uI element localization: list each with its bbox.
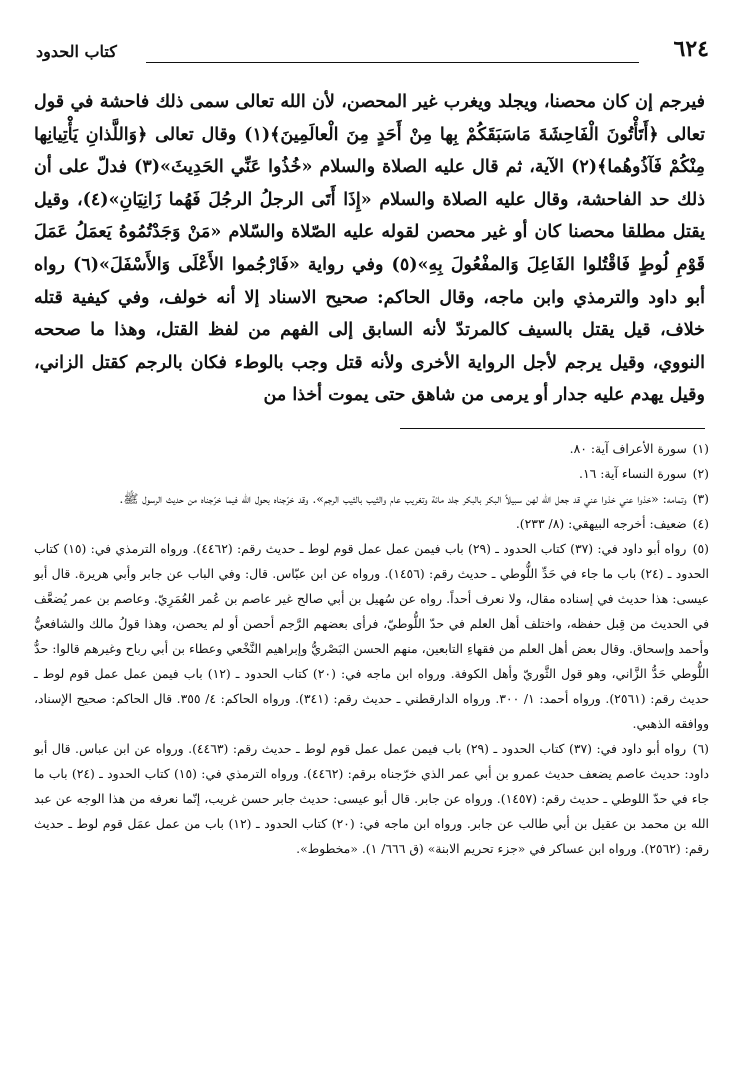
main-text: فيرجم إن كان محصنا، ويجلد ويغرب غير المحصن، لأن الله تعالى سمى ذلك فاحشة في قول تعالى ﴿أَتَأْتُونَ الْفَاحِشَةَ مَاسَبَقَكُمْ بِها مِنْ أَحَدٍ مِنَ الْعالَمِينَ﴾(١) وقال تعالى ﴿وَاللَّذانِ يَأْتِيانِها مِنْكُمْ فَآذُوهُما﴾(٢) الآية، ثم قال عليه الصلاة والسلام «خُذُوا عَنِّي الحَدِيثَ»(٣) فدلّ على أن ذلك حد الفاحشة، وقال عليه الصلاة والسلام «إِذَا أَتَى الرجلُ الرجُلَ فَهُما زَانِيَانِ»(٤)، وقيل يقتل مطلقا محصنا كان أو غير محصن لقوله عليه الصّلاة والسّلام «مَنْ وَجَدْتُمُوهُ يَعمَلُ عَمَلَ قَوْمِ لُوطٍ فَاقْتُلوا الفَاعِلَ وَالمفْعُولَ بِهِ»(٥) وفي رواية «فَارْجُموا الأَعْلَى وَالأَسْفَلَ»(٦) رواه أبو داود والترمذي وابن ماجه، وقال الحاكم: صحيح الاسناد إلا أنه خولف، وفي كيفية قتله خلاف، قيل يقتل بالسيف كالمرتدّ لأنه السابق إلى الفهم من لفظ القتل، وهذا ما صححه النووي، وقيل يرجم لأجل الرواية الأخرى ولأنه قتل وجب بالوطء فكان بالرجم كقتل الزاني، وقيل يهدم عليه جدار أو يرمى من شاهق حتى يموت أخذا من xyxy=(34,92,706,406)
footnote-1 xyxy=(34,436,709,461)
footnote-3 xyxy=(34,486,709,511)
footnote-6 xyxy=(34,736,709,861)
footnote-number: (٥) xyxy=(692,541,709,556)
footnote-text: سورة الأعراف آية: ٨٠. xyxy=(569,441,687,456)
footnote-separator xyxy=(400,428,705,429)
footnote-2 xyxy=(34,461,709,486)
footnote-text: وتمامه: «خذوا عني خذوا عني قد جعل الله لهن سبيلاً البكر بالبكر جلد مائة وتغريب عام والثيب بالثيب الرجم». وقد خرّجناه بحول الله فيما خرّجناه من حديث الرسول ﷺ. xyxy=(119,491,687,506)
footnote-5 xyxy=(34,536,709,736)
footnote-text: رواه أبو داود في: (٣٧) كتاب الحدود ـ (٢٩) باب فيمن عمل عمل قوم لوط ـ حديث رقم: (٤٤٦٣). ورواه عن ابن عباس. قال أبو داود: حديث عاصم يضعف حديث عمرو بن أبي عمر الذي خرّجناه برقم: (٤٤٦٢). ورواه الترمذي في: (١٥) كتاب الحدود ـ (٢٤) باب ما جاء في حدّ اللوطي ـ حديث رقم: (١٤٥٧). ورواه عن جابر. قال أبو عيسى: حديث جابر حسن غريب، إنّما نعرفه من هذا الوجه عن عبد الله بن محمد بن عقيل بن أبي طالب عن جابر. ورواه ابن ماجه في: (٢٠) كتاب الحدود ـ (١٢) باب من عمل عمَل قوم لوط ـ حديث رقم: (٢٥٦٢). ورواه ابن عساكر في «جزء تحريم الابنة» (ق ٦٦٦/ ١). «مخطوط». xyxy=(34,741,709,856)
page-number: ٦٢٤ xyxy=(673,36,709,62)
footnote-text: ضعيف: أخرجه البيهقي: (٨/ ٢٣٣). xyxy=(515,516,687,531)
footnote-4 xyxy=(34,511,709,536)
book-title: كتاب الحدود xyxy=(36,42,117,61)
footnote-number: (٤) xyxy=(692,516,709,531)
footnote-text: سورة النساء آية: ١٦. xyxy=(579,466,687,481)
header-rule xyxy=(146,62,639,63)
footnote-number: (١) xyxy=(692,441,709,456)
footnote-text: رواه أبو داود في: (٣٧) كتاب الحدود ـ (٢٩) باب فيمن عمل عمل قوم لوط ـ حديث رقم: (٤٤٦٢). ورواه الترمذي في: (١٥) كتاب الحدود ـ (٢٤) باب ما جاء في حَدِّ اللُّوطي ـ حديث رقم: (١٤٥٦). ورواه عن ابن عبّاس. قال: وفي الباب عن جابر وأبي هريرة. قال أبو عيسى: هذا حديث في إسناده مقال، ولا نعرف أحداً. رواه عن سُهيل بن أبي صالح غير عاصم بن عُمر العُمَرِيّ. وعاصم بن عمر يُضعَّف في الحديث من قِبل حفظه، واختلف أهل العلم في حدّ اللُّوطيّ، فرأى بعضهم الرَّجم أحصن أو لم يحصن، وهذا قولُ مالك والشافعيُّ وأحمد وإسحاق. وقال بعض أهل العلم من فقهاءِ التابعين، منهم الحسن البَصْريُّ وإبراهيم النَّخْعي وعطاء بن أبي رباح وغيرهم قالوا: حدُّ اللُّوطي حَدُّ الزَّاني، وهو قول الثَّوريّ وأهل الكوفة. ورواه ابن ماجه في: (٢٠) كتاب الحدود ـ (١٢) باب فيمن عمل عمل قوم لوط ـ حديث رقم: (٢٥٦١). ورواه أحمد: ١/ ٣٠٠. ورواه الدارقطني ـ حديث رقم: (٣٤١). ورواه الحاكم: ٤/ ٣٥٥. قال الحاكم: صحيح الإسناد، ووافقه الذهبي. xyxy=(34,541,710,731)
footnotes xyxy=(34,436,709,861)
footnote-number: (٦) xyxy=(692,741,709,756)
page-header xyxy=(36,36,709,72)
footnote-number: (٣) xyxy=(692,491,709,506)
footnote-number: (٢) xyxy=(692,466,709,481)
